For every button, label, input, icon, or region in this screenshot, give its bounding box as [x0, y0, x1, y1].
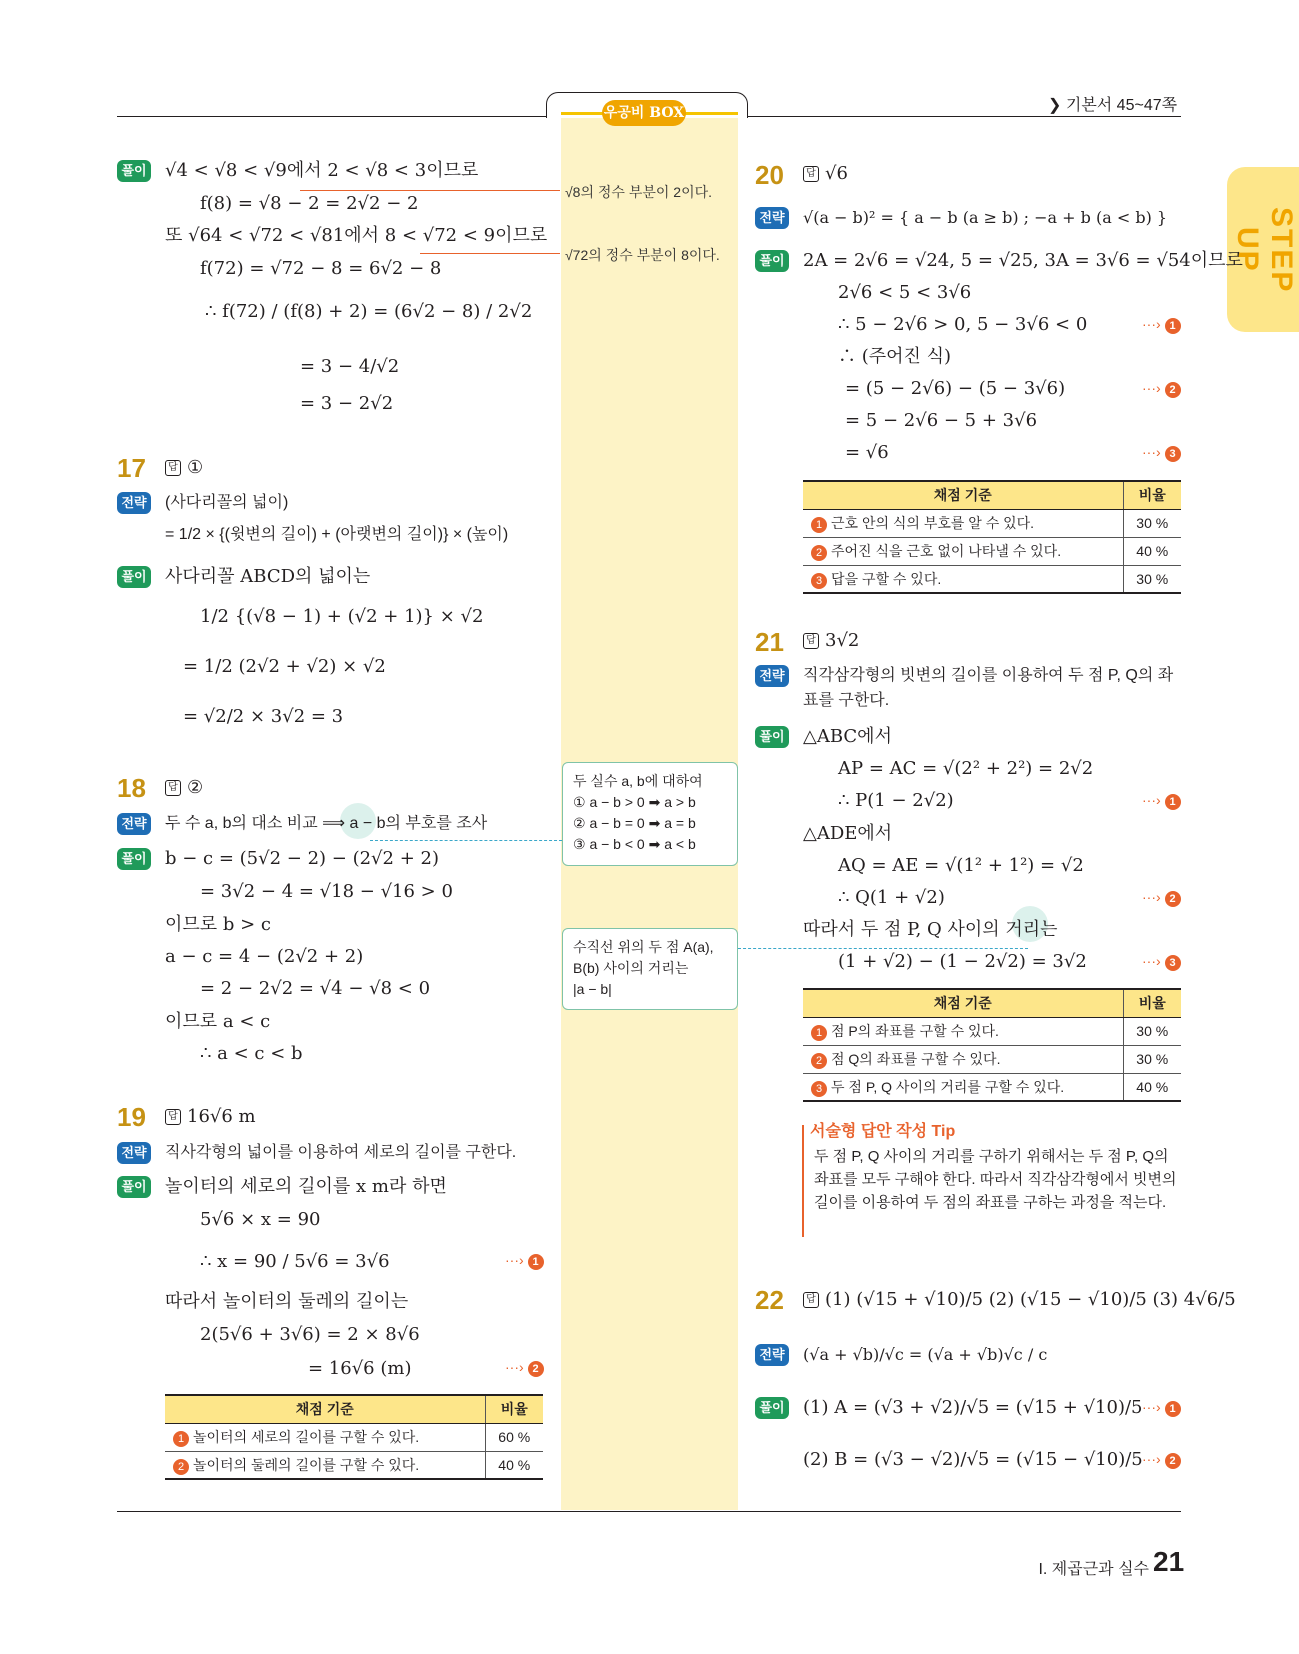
q16-line-1: √4 < √8 < √9에서 2 < √8 < 3이므로: [165, 160, 479, 181]
table-header: 비율: [485, 1395, 543, 1423]
table-row: 1 점 P의 좌표를 구할 수 있다. 30 %: [803, 1017, 1181, 1045]
q17-answer: 답 ①: [165, 457, 203, 478]
table-row: 3 두 점 P, Q 사이의 거리를 구할 수 있다. 40 %: [803, 1073, 1181, 1101]
answer-icon: 답: [803, 633, 819, 649]
q20-line-3: ∴ 5 − 2√6 > 0, 5 − 3√6 < 0: [838, 314, 1088, 335]
q20-strategy: √(a − b)² = { a − b (a ≥ b) ; −a + b (a < b) }: [803, 208, 1168, 227]
score-mark-3: ···› 3: [1142, 953, 1181, 971]
q19-number: 19: [117, 1102, 146, 1132]
score-mark-1: ···› 1: [1142, 792, 1181, 810]
q20-line-7: = √6: [845, 442, 889, 463]
q16-connector-1: [300, 190, 560, 191]
q22-number: 22: [755, 1285, 784, 1315]
table-row: 1 근호 안의 식의 부호를 알 수 있다. 30 %: [803, 509, 1181, 537]
tip-bar: [802, 1125, 804, 1237]
q21-line-7: 따라서 두 점 P, Q 사이의 거리는: [803, 919, 1058, 940]
q19-strategy: 직사각형의 넓이를 이용하여 세로의 길이를 구한다.: [165, 1144, 517, 1161]
q21-line-1: △ABC에서: [803, 726, 892, 747]
q20-line-5: = (5 − 2√6) − (5 − 3√6): [845, 378, 1066, 399]
table-header: 채점 기준: [803, 989, 1123, 1017]
str-tag-20: 전략: [755, 207, 789, 229]
sol-tag-18: 풀이: [117, 848, 151, 870]
q21-dash-connector: [738, 948, 1028, 949]
chapter-title: I. 제곱근과 실수: [1038, 1561, 1149, 1578]
table-header: 비율: [1123, 989, 1181, 1017]
q17-number: 17: [117, 453, 146, 483]
sol-tag-22: 풀이: [755, 1397, 789, 1419]
box-badge: 우공비 BOX: [602, 100, 686, 126]
str-tag-19: 전략: [117, 1142, 151, 1164]
q21-note-line: |a − b|: [573, 981, 612, 997]
page-reference: [1048, 92, 1177, 115]
q18-line-4: a − c = 4 − (2√2 + 2): [165, 946, 364, 967]
answer-icon: 답: [165, 780, 181, 796]
q22-strategy: (√a + √b)/√c = (√a + √b)√c / c: [803, 1345, 1048, 1364]
q19-line-6: = 16√6 (m): [308, 1358, 412, 1379]
q18-note-line: ③ a − b < 0 ➡ a < b: [573, 836, 696, 852]
q16-line-2: f(8) = √8 − 2 = 2√2 − 2: [200, 193, 419, 214]
table-row: 2 놀이터의 둘레의 길이를 구할 수 있다. 40 %: [165, 1451, 543, 1479]
q18-note-line: ① a − b > 0 ➡ a > b: [573, 794, 696, 810]
q22-line-1: (1) A = (√3 + √2)/√5 = (√15 + √10)/5: [803, 1397, 1143, 1418]
step-up-label: STEP UP: [1231, 206, 1298, 294]
q18-note-line: ② a − b = 0 ➡ a = b: [573, 815, 696, 831]
q21-answer: 답 3√2: [803, 630, 859, 651]
q16-line-3: 또 √64 < √72 < √81에서 8 < √72 < 9이므로: [165, 225, 548, 246]
q20-score-table: [803, 480, 1181, 594]
q19-line-1: 놀이터의 세로의 길이를 x m라 하면: [165, 1176, 447, 1197]
sol-tag-19: 풀이: [117, 1176, 151, 1198]
q21-line-6: ∴ Q(1 + √2): [838, 887, 945, 908]
q21-line-3: ∴ P(1 − 2√2): [838, 790, 954, 811]
q18-line-5: = 2 − 2√2 = √4 − √8 < 0: [200, 978, 431, 999]
q20-answer: 답 √6: [803, 163, 848, 184]
q18-line-3: 이므로 b > c: [165, 914, 272, 935]
q16-line-5: ∴ f(72) / (f(8) + 2) = (6√2 − 8) / 2√2: [205, 301, 533, 322]
q19-line-4: 따라서 놀이터의 둘레의 길이는: [165, 1291, 409, 1312]
q18-number: 18: [117, 773, 146, 803]
q20-line-1: 2A = 2√6 = √24, 5 = √25, 3A = 3√6 = √54이므로: [803, 250, 1243, 271]
q19-answer: 답 16√6 m: [165, 1106, 256, 1127]
score-mark-2: ···› 2: [505, 1359, 544, 1377]
q17-line-3: = 1/2 (2√2 + √2) × √2: [183, 656, 386, 677]
q21-strategy-2: 표를 구한다.: [803, 692, 890, 709]
q19-line-3: ∴ x = 90 / 5√6 = 3√6: [200, 1251, 390, 1272]
q18-answer: 답 ②: [165, 777, 203, 798]
score-mark-1: ···› 1: [1142, 1399, 1181, 1417]
q21-note-line: B(b) 사이의 거리는: [573, 960, 689, 976]
q18-note-box: [562, 762, 738, 866]
q21-note-box: [562, 928, 738, 1010]
q21-line-8: (1 + √2) − (1 − 2√2) = 3√2: [838, 951, 1087, 972]
q19-score-table: [165, 1394, 543, 1480]
q21-line-5: AQ = AE = √(1² + 1²) = √2: [838, 855, 1084, 876]
q22-line-2: (2) B = (√3 − √2)/√5 = (√15 − √10)/5: [803, 1449, 1143, 1470]
q20-line-2: 2√6 < 5 < 3√6: [838, 282, 972, 303]
q19-line-5: 2(5√6 + 3√6) = 2 × 8√6: [200, 1324, 420, 1345]
tip-body: 두 점 P, Q 사이의 거리를 구하기 위해서는 두 점 P, Q의 좌표를 모두 구해야 한다. 따라서 직각삼각형에서 빗변의 길이를 이용하여 두 점의 좌표를 구하는 과정을 적는다.: [814, 1148, 1177, 1211]
q17-line-4: = √2/2 × 3√2 = 3: [183, 706, 344, 727]
table-row: 1 놀이터의 세로의 길이를 구할 수 있다. 60 %: [165, 1423, 543, 1451]
q17-strategy-2: = 1/2 × {(윗변의 길이) + (아랫변의 길이)} × (높이): [165, 526, 509, 543]
q17-strategy-1: (사다리꼴의 넓이): [165, 494, 289, 511]
q20-number: 20: [755, 160, 784, 190]
score-mark-1: ···› 1: [505, 1252, 544, 1270]
q19-line-2: 5√6 × x = 90: [200, 1209, 321, 1230]
q16-note-1: √8의 정수 부분이 2이다.: [565, 184, 713, 200]
q21-score-table: [803, 988, 1181, 1102]
table-row: 3 답을 구할 수 있다. 30 %: [803, 565, 1181, 593]
q22-answer: 답 (1) (√15 + √10)/5 (2) (√15 − √10)/5 (3) 4√6/5: [803, 1289, 1236, 1310]
str-tag-17: 전략: [117, 492, 151, 514]
answer-icon: 답: [803, 1292, 819, 1308]
q16-note-2: √72의 정수 부분이 8이다.: [565, 247, 720, 263]
table-row: 2 주어진 식을 근호 없이 나타낼 수 있다. 40 %: [803, 537, 1181, 565]
answer-icon: 답: [165, 460, 181, 476]
q21-number: 21: [755, 627, 784, 657]
str-tag-18: 전략: [117, 813, 151, 835]
q16-line-4: f(72) = √72 − 8 = 6√2 − 8: [200, 258, 442, 279]
sol-tag-21: 풀이: [755, 726, 789, 748]
table-header: 채점 기준: [803, 481, 1123, 509]
sol-tag-20: 풀이: [755, 250, 789, 272]
table-header: 비율: [1123, 481, 1181, 509]
q18-line-1: b − c = (5√2 − 2) − (2√2 + 2): [165, 848, 439, 869]
score-mark-2: ···› 2: [1142, 889, 1181, 907]
table-header: 채점 기준: [165, 1395, 485, 1423]
score-mark-1: ···› 1: [1142, 316, 1181, 334]
q16-connector-2: [420, 253, 560, 254]
chevron-right-icon: ❯: [1048, 97, 1066, 114]
page-number: 21: [1153, 1546, 1185, 1577]
q21-strategy-1: 직각삼각형의 빗변의 길이를 이용하여 두 점 P, Q의 좌: [803, 667, 1174, 684]
q18-dash-connector: [370, 840, 562, 841]
q18-note-line: 두 실수 a, b에 대하여: [573, 773, 703, 789]
q18-line-7: ∴ a < c < b: [200, 1043, 303, 1064]
str-tag-21: 전략: [755, 665, 789, 687]
answer-icon: 답: [803, 166, 819, 182]
q20-line-4: ∴ (주어진 식): [838, 346, 952, 367]
q21-line-4: △ADE에서: [803, 823, 893, 844]
q21-note-line: 수직선 위의 두 점 A(a),: [573, 939, 714, 955]
q21-line-2: AP = AC = √(2² + 2²) = 2√2: [838, 758, 1094, 779]
q20-line-6: = 5 − 2√6 − 5 + 3√6: [845, 410, 1038, 431]
q16-line-6: = 3 − 4/√2: [300, 356, 400, 377]
q16-line-7: = 3 − 2√2: [300, 393, 394, 414]
q18-line-6: 이므로 a < c: [165, 1011, 271, 1032]
sol-tag-16: 풀이: [117, 160, 151, 182]
q17-line-1: 사다리꼴 ABCD의 넓이는: [165, 566, 371, 587]
q17-line-2: 1/2 {(√8 − 1) + (√2 + 1)} × √2: [200, 606, 484, 627]
score-mark-2: ···› 2: [1142, 1451, 1181, 1469]
sol-tag-17: 풀이: [117, 566, 151, 588]
tip-title: 서술형 답안 작성 Tip: [810, 1123, 956, 1140]
table-row: 2 점 Q의 좌표를 구할 수 있다. 30 %: [803, 1045, 1181, 1073]
answer-icon: 답: [165, 1109, 181, 1125]
q18-line-2: = 3√2 − 4 = √18 − √16 > 0: [200, 881, 453, 902]
footer-rule: [117, 1511, 1181, 1512]
q18-strategy: 두 수 a, b의 대소 비교 ⟹ a − b의 부호를 조사: [165, 815, 488, 832]
score-mark-2: ···› 2: [1142, 380, 1181, 398]
str-tag-22: 전략: [755, 1344, 789, 1366]
score-mark-3: ···› 3: [1142, 444, 1181, 462]
page-reference-text: 기본서 45~47쪽: [1065, 97, 1178, 114]
